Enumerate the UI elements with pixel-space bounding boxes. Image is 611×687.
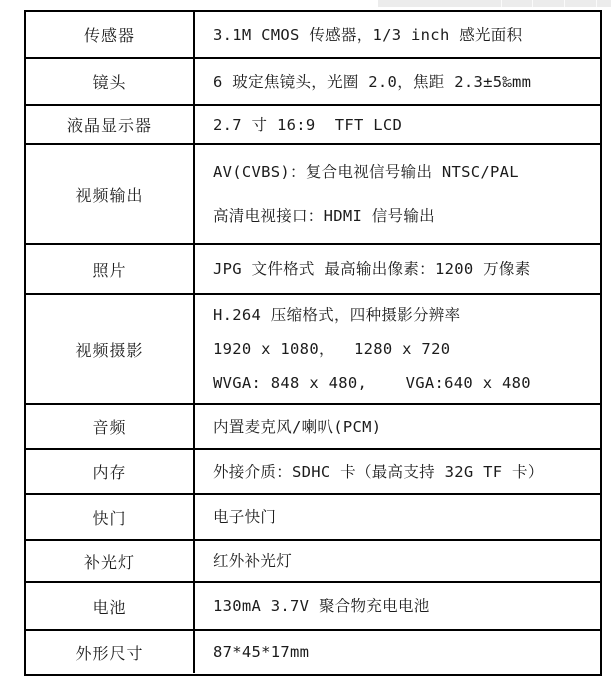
spec-label-cell: 传感器 <box>26 12 195 57</box>
spec-value-line: WVGA: 848 x 480, VGA:640 x 480 <box>213 374 531 392</box>
spec-value-line: 1920 x 1080， 1280 x 720 <box>213 340 451 358</box>
spec-value-cell <box>195 106 600 143</box>
spec-row <box>26 59 600 106</box>
spec-label-cell: 视频输出 <box>26 145 195 243</box>
spec-row <box>26 295 600 405</box>
spec-value-cell <box>195 295 600 403</box>
spreadsheet-grid-fragment <box>378 0 611 7</box>
spec-label-cell: 内存 <box>26 450 195 493</box>
spec-value-cell <box>195 12 600 57</box>
spec-value-line: 3.1M CMOS 传感器，1/3 inch 感光面积 <box>213 25 523 44</box>
spec-row <box>26 106 600 145</box>
spec-label-cell: 照片 <box>26 245 195 293</box>
spec-row <box>26 495 600 541</box>
spec-value-cell <box>195 59 600 104</box>
spec-value-line: 内置麦克风/喇叭(PCM) <box>213 417 382 436</box>
spec-value-line: AV(CVBS)：复合电视信号输出 NTSC/PAL <box>213 163 519 181</box>
spec-row <box>26 12 600 59</box>
spec-value-line: 高清电视接口：HDMI 信号输出 <box>213 207 435 225</box>
spec-label-cell: 音频 <box>26 405 195 448</box>
spec-value-line: H.264 压缩格式，四种摄影分辨率 <box>213 306 461 324</box>
spec-value-cell <box>195 541 600 581</box>
spec-value-line: 2.7 寸 16:9 TFT LCD <box>213 115 403 134</box>
spec-value-line: JPG 文件格式 最高输出像素：1200 万像素 <box>213 260 531 278</box>
spreadsheet-cell <box>597 0 611 7</box>
spec-row <box>26 145 600 245</box>
spec-table <box>24 10 602 676</box>
spec-value-line: 红外补光灯 <box>213 552 293 570</box>
spec-label-cell: 视频摄影 <box>26 295 195 403</box>
spec-row <box>26 245 600 295</box>
spec-value-cell <box>195 145 600 243</box>
spec-label-cell: 电池 <box>26 583 195 629</box>
spreadsheet-cell <box>378 0 502 7</box>
spec-value-line: 电子快门 <box>213 508 277 526</box>
spec-label-cell: 镜头 <box>26 59 195 104</box>
spec-value-line: 6 玻定焦镜头，光圈 2.0，焦距 2.3±5‰mm <box>213 72 532 91</box>
spec-value-cell <box>195 450 600 493</box>
spreadsheet-cell <box>565 0 597 7</box>
spec-value-cell <box>195 495 600 539</box>
spec-value-line: 外接介质：SDHC 卡（最高支持 32G TF 卡） <box>213 462 544 481</box>
spec-label-cell: 补光灯 <box>26 541 195 581</box>
spec-row <box>26 450 600 495</box>
spec-label-cell: 液晶显示器 <box>26 106 195 143</box>
spreadsheet-cell <box>533 0 565 7</box>
spec-value-line: 130mA 3.7V 聚合物充电电池 <box>213 597 430 615</box>
spec-value-cell <box>195 631 600 673</box>
spreadsheet-cell <box>502 0 533 7</box>
spec-label-cell: 快门 <box>26 495 195 539</box>
spec-value-line: 87*45*17mm <box>213 643 310 661</box>
spec-label-cell: 外形尺寸 <box>26 631 195 673</box>
spec-row <box>26 631 600 673</box>
spec-row <box>26 541 600 583</box>
spec-row <box>26 583 600 631</box>
spec-value-cell <box>195 405 600 448</box>
spec-value-cell <box>195 245 600 293</box>
spec-value-cell <box>195 583 600 629</box>
spec-row <box>26 405 600 450</box>
